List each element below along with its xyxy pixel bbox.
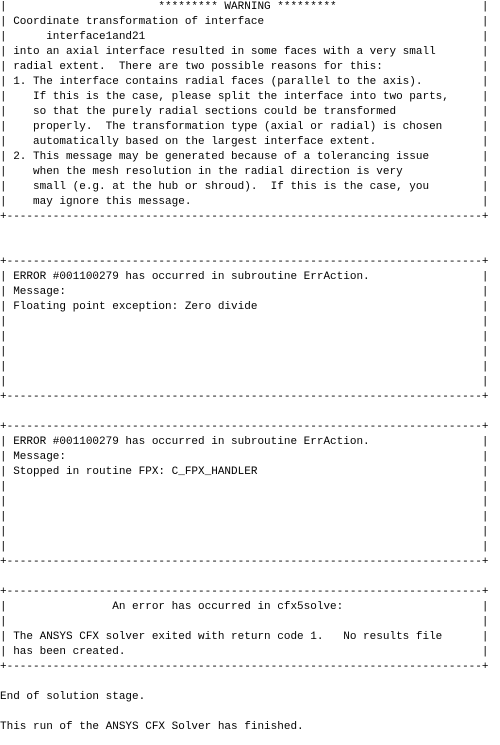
log-line-error-box: | | xyxy=(0,541,489,553)
log-line-border: +------------------------------------------------------------------------+ xyxy=(0,661,489,673)
log-line-error-box: | | xyxy=(0,346,489,358)
log-line-status: End of solution stage. xyxy=(0,691,146,703)
log-line-error-box: | | xyxy=(0,331,489,343)
log-line-warning-box: | so that the purely radial sections could be transformed | xyxy=(0,106,489,118)
log-line-status: This run of the ANSYS CFX Solver has finished. xyxy=(0,721,304,733)
log-line-error-box: | | xyxy=(0,361,489,373)
log-line-error-box: | The ANSYS CFX solver exited with return code 1. No results file | xyxy=(0,631,489,643)
log-line-border: +------------------------------------------------------------------------+ xyxy=(0,586,489,598)
log-line-error-box: | | xyxy=(0,496,489,508)
log-line-error-box: | | xyxy=(0,481,489,493)
log-line-error-box: | ERROR #001100279 has occurred in subroutine ErrAction. | xyxy=(0,271,489,283)
log-line-warning-box: | Coordinate transformation of interface | xyxy=(0,16,489,28)
log-line-border: +------------------------------------------------------------------------+ xyxy=(0,556,489,568)
log-line-error-box: | | xyxy=(0,616,489,628)
log-line-warning-box: | ********* WARNING ********* | xyxy=(0,1,489,13)
log-line-warning-box: | small (e.g. at the hub or shroud). If this is the case, you | xyxy=(0,181,489,193)
log-line-error-box: | | xyxy=(0,316,489,328)
log-line-error-box: | has been created. | xyxy=(0,646,489,658)
log-line-warning-box: | interface1and21 | xyxy=(0,31,489,43)
log-line-error-box: | | xyxy=(0,511,489,523)
log-line-warning-box: | when the mesh resolution in the radial direction is very | xyxy=(0,166,489,178)
log-line-border: +------------------------------------------------------------------------+ xyxy=(0,421,489,433)
log-line-warning-box: | radial extent. There are two possible reasons for this: | xyxy=(0,61,489,73)
log-line-warning-box: | If this is the case, please split the interface into two parts, | xyxy=(0,91,489,103)
log-line-error-box: | | xyxy=(0,526,489,538)
log-line-error-box: | Message: | xyxy=(0,451,489,463)
log-line-warning-box: | may ignore this message. | xyxy=(0,196,489,208)
log-line-error-box: | ERROR #001100279 has occurred in subroutine ErrAction. | xyxy=(0,436,489,448)
log-line-error-box: | Floating point exception: Zero divide | xyxy=(0,301,489,313)
log-line-warning-box: | into an axial interface resulted in some faces with a very small | xyxy=(0,46,489,58)
log-line-error-box: | Message: | xyxy=(0,286,489,298)
log-line-warning-box: | 1. The interface contains radial faces (parallel to the axis). | xyxy=(0,76,489,88)
log-line-error-box: | Stopped in routine FPX: C_FPX_HANDLER | xyxy=(0,466,489,478)
log-line-border: +------------------------------------------------------------------------+ xyxy=(0,391,489,403)
log-line-border: +------------------------------------------------------------------------+ xyxy=(0,211,489,223)
log-line-warning-box: | automatically based on the largest interface extent. | xyxy=(0,136,489,148)
log-line-error-box: | | xyxy=(0,376,489,388)
log-line-border: +------------------------------------------------------------------------+ xyxy=(0,256,489,268)
log-line-warning-box: | properly. The transformation type (axial or radial) is chosen | xyxy=(0,121,489,133)
log-line-error-box: | An error has occurred in cfx5solve: | xyxy=(0,601,489,613)
log-line-warning-box: | 2. This message may be generated because of a tolerancing issue | xyxy=(0,151,489,163)
